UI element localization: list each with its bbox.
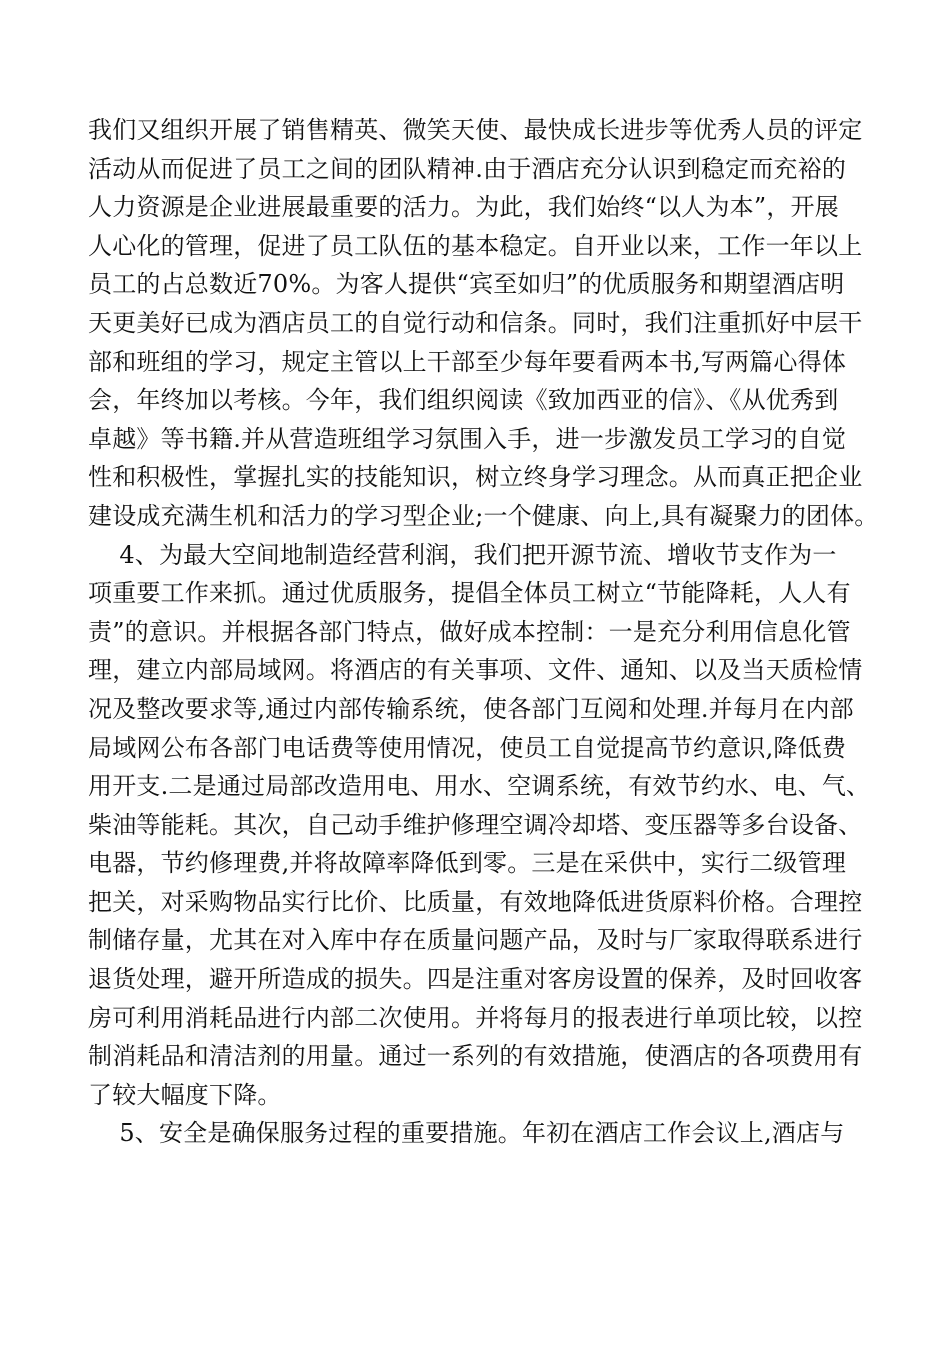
text-line: 局域网公布各部门电话费等使用情况，使员工自觉提高节约意识,降低费 [88, 733, 847, 762]
text-line: 况及整改要求等,通过内部传输系统，使各部门互阅和处理.并每月在内部 [88, 694, 854, 723]
body-text [88, 111, 888, 1153]
text-line: 部和班组的学习，规定主管以上干部至少每年要看两本书,写两篇心得体 [88, 347, 847, 376]
text-line: 退货处理，避开所造成的损失。四是注重对客房设置的保养，及时回收客 [88, 965, 863, 994]
text-line: 建设成充满生机和活力的学习型企业;一个健康、向上,具有凝聚力的团体。 [88, 501, 879, 530]
text-line: 电器，节约修理费,并将故障率降低到零。三是在采供中，实行二级管理 [88, 849, 847, 878]
text-line: 我们又组织开展了销售精英、微笑天使、最快成长进步等优秀人员的评定 [88, 116, 863, 144]
text-line: 卓越》等书籍.并从营造班组学习氛围入手，进一步激发员工学习的自觉 [88, 424, 847, 453]
paragraph-5-start: 5、安全是确保服务过程的重要措施。年初在酒店工作会议上,酒店与 [88, 1119, 845, 1148]
text-line: 员工的占总数近70%。为客人提供“宾至如归”的优质服务和期望酒店明 [88, 270, 845, 299]
text-line: 了较大幅度下降。 [88, 1080, 282, 1109]
text-line: 制储存量，尤其在对入库中存在质量问题产品，及时与厂家取得联系进行 [88, 926, 863, 955]
paragraph-4-start: 4、为最大空间地制造经营利润，我们把开源节流、增收节支作为一 [88, 540, 837, 569]
text-line: 房可利用消耗品进行内部二次使用。并将每月的报表进行单项比较，以控 [88, 1003, 863, 1032]
text-line: 项重要工作来抓。通过优质服务，提倡全体员工树立“节能降耗，人人有 [88, 579, 851, 608]
text-line: 责”的意识。并根据各部门特点，做好成本控制：一是充分利用信息化管 [88, 617, 851, 646]
text-line: 天更美好已成为酒店员工的自觉行动和信条。同时，我们注重抓好中层干 [88, 308, 863, 337]
text-line: 理，建立内部局域网。将酒店的有关事项、文件、通知、以及当天质检情 [88, 656, 863, 685]
text-line: 性和积极性，掌握扎实的技能知识，树立终身学习理念。从而真正把企业 [88, 463, 863, 492]
text-line: 用开支.二是通过局部改造用电、用水、空调系统，有效节约水、电、气、 [88, 772, 871, 801]
text-line: 人心化的管理，促进了员工队伍的基本稳定。自开业以来，工作一年以上 [88, 231, 863, 260]
text-line: 活动从而促进了员工之间的团队精神.由于酒店充分认识到稳定而充裕的 [88, 154, 847, 183]
text-line: 柴油等能耗。其次，自己动手维护修理空调冷却塔、变压器等多台设备、 [88, 810, 863, 839]
text-line: 人力资源是企业进展最重要的活力。为此，我们始终“以人为本”，开展 [88, 193, 839, 222]
text-line: 制消耗品和清洁剂的用量。通过一系列的有效措施，使酒店的各项费用有 [88, 1042, 863, 1071]
text-line: 把关，对采购物品实行比价、比质量，有效地降低进货原料价格。合理控 [88, 887, 863, 916]
text-line: 会，年终加以考核。今年，我们组织阅读《致加西亚的信》、《从优秀到 [88, 386, 839, 415]
